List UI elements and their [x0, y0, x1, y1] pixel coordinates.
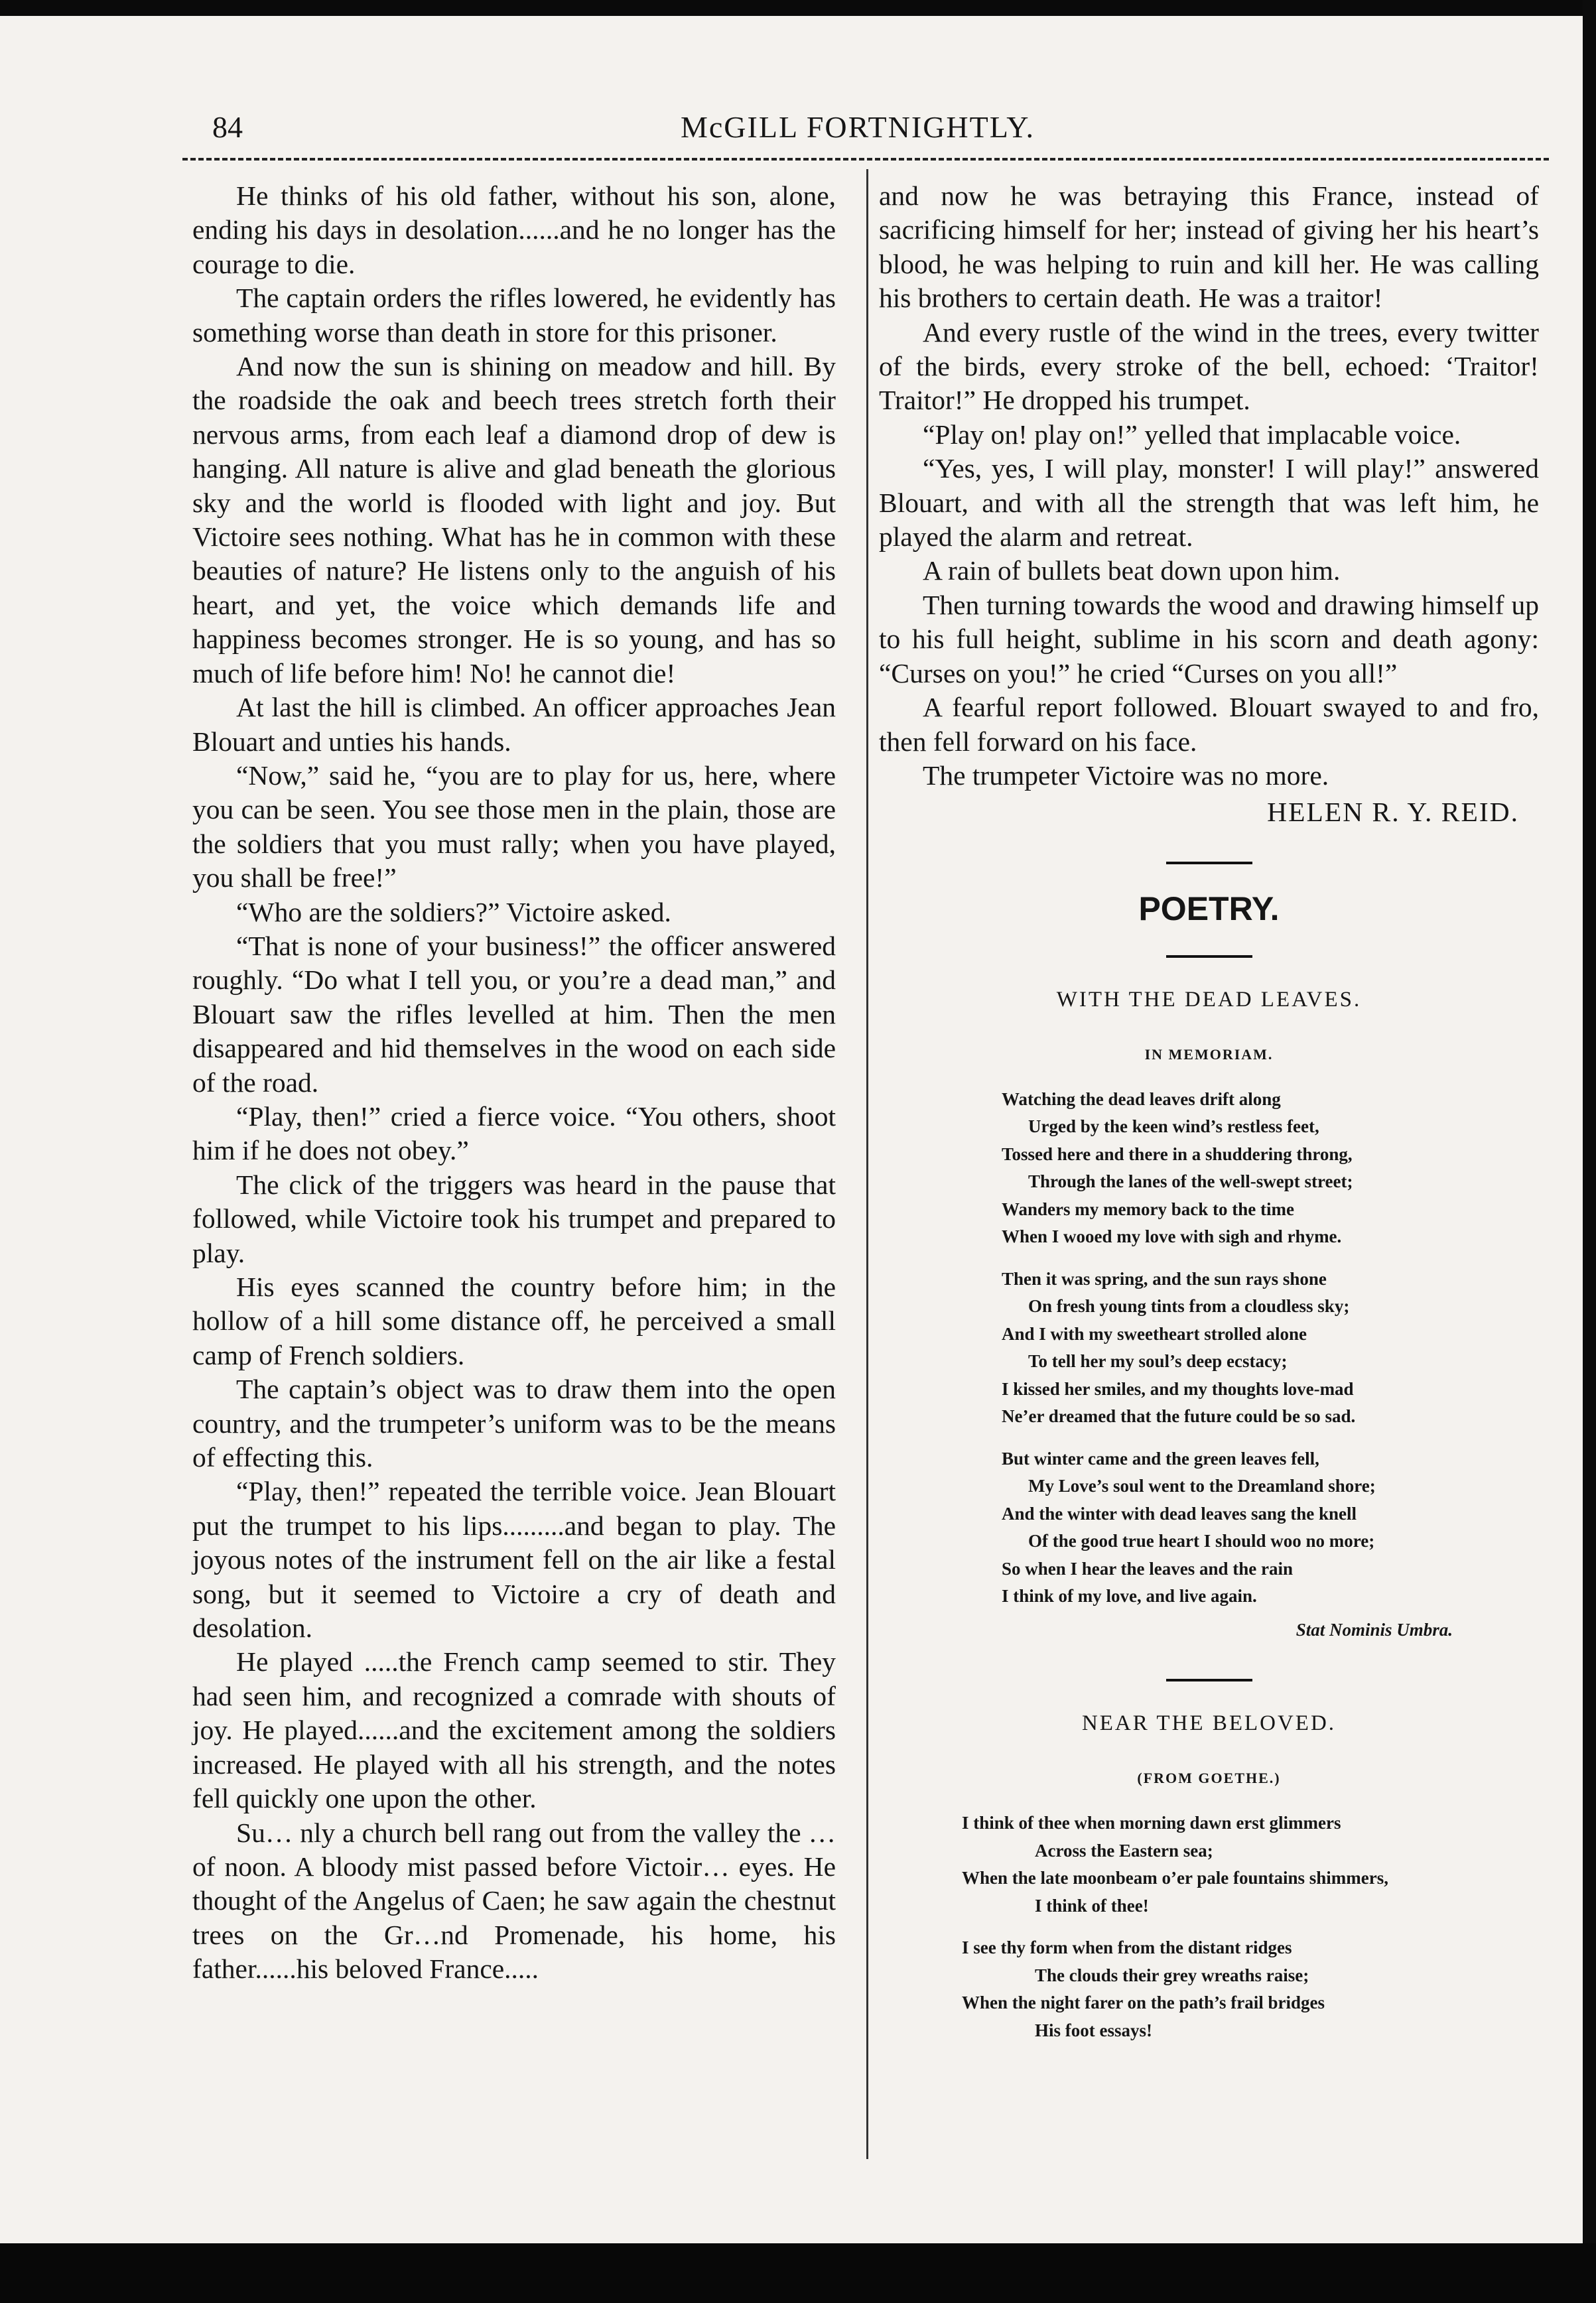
- poem-subtitle: (FROM GOETHE.): [1137, 1769, 1281, 1786]
- paragraph: A fearful report followed. Blouart swayed to and fro, then fell forward on his face.: [879, 692, 1539, 757]
- poem-line: When the late moonbeam o’er pale fountains shimmers,: [962, 1868, 1388, 1888]
- poetry-heading: POETRY.: [1138, 889, 1280, 927]
- section-rule: [1166, 1679, 1252, 1681]
- poem-line: Ne’er dreamed that the future could be so sad.: [1002, 1406, 1356, 1427]
- poem-line: To tell her my soul’s deep ecstacy;: [1028, 1351, 1288, 1372]
- paragraph: “Play, then!” repeated the terrible voice. Jean Blouart put the trumpet to his lips.........and began to play. The joyous notes of the instrument fell on the air like a festal song, but it seemed to Victoire a cry of death and desolation.: [192, 1476, 836, 1644]
- story-author: HELEN R. Y. REID.: [1267, 797, 1519, 828]
- paragraph: He thinks of his old father, without his son, alone, ending his days in desolation......and he no longer has the courage to die.: [192, 180, 836, 279]
- paragraph: “That is none of your business!” the officer answered roughly. “Do what I tell you, or you’re a dead man,” and Blouart saw the rifles levelled at him. Then the men disappeared and hid themselves in the wood on each side of the road.: [192, 930, 836, 1098]
- poem-line: But winter came and the green leaves fell,: [1002, 1448, 1319, 1469]
- poem-line: My Love’s soul went to the Dreamland shore;: [1028, 1476, 1376, 1496]
- poem-line: Urged by the keen wind’s restless feet,: [1028, 1116, 1319, 1137]
- poem-title: WITH THE DEAD LEAVES.: [1056, 988, 1362, 1012]
- paragraph: Su… nly a church bell rang out from the valley the … of noon. A bloody mist passed before Victoir… eyes. He thought of the Angelus of Caen; he saw again the chestnut trees on the Gr…nd Promenade, his home, his father......his beloved France.....: [192, 1817, 836, 1985]
- top-border: [0, 0, 1596, 16]
- poem-line: Of the good true heart I should woo no more;: [1028, 1531, 1375, 1551]
- poem-line: Then it was spring, and the sun rays shone: [1002, 1268, 1327, 1289]
- poem-line: I think of thee!: [1035, 1895, 1149, 1916]
- right-column: [879, 179, 1539, 2044]
- page-number: 84: [212, 110, 243, 144]
- poem-stanza: [1002, 1445, 1539, 1611]
- running-header: [199, 109, 1516, 156]
- poem-stanza: [962, 1810, 1539, 1920]
- paragraph: “Play on! play on!” yelled that implacable voice.: [923, 419, 1461, 450]
- poem-stanza: [1002, 1086, 1539, 1251]
- column-divider: [866, 169, 868, 2159]
- poem-line: I see thy form when from the distant ridges: [962, 1938, 1292, 1958]
- paragraph: Then turning towards the wood and drawing himself up to his full height, sublime in his scorn and death agony: “Curses on you!” he cried “Curses on you all!”: [879, 589, 1539, 689]
- paragraph: A rain of bullets beat down upon him.: [923, 555, 1341, 586]
- paragraph: The captain orders the rifles lowered, he evidently has something worse than death in store for this prisoner.: [192, 283, 836, 348]
- poem-line: Through the lanes of the well-swept street;: [1028, 1171, 1353, 1192]
- poem-subtitle: IN MEMORIAM.: [1144, 1045, 1274, 1063]
- poem-line: So when I hear the leaves and the rain: [1002, 1558, 1294, 1579]
- paragraph: The captain’s object was to draw them into the open country, and the trumpeter’s uniform was to be the means of effecting this.: [192, 1374, 836, 1473]
- poem-line: When I wooed my love with sigh and rhyme.: [1002, 1226, 1342, 1247]
- poem-line: When the night farer on the path’s frail bridges: [962, 1993, 1325, 2013]
- poem-line: Watching the dead leaves drift along: [1002, 1088, 1281, 1109]
- poem-line: I kissed her smiles, and my thoughts love-mad: [1002, 1378, 1354, 1399]
- poem-stanza: [1002, 1266, 1539, 1431]
- poem-line: And I with my sweetheart strolled alone: [1002, 1323, 1307, 1344]
- paragraph: And now the sun is shining on meadow and hill. By the roadside the oak and beech trees stretch forth their nervous arms, from each leaf a diamond drop of dew is hanging. All nature is alive and glad beneath the glorious sky and the world is flooded with light and joy. But Victoire sees nothing. What has he in common with these beauties of nature? He listens only to the anguish of his heart, and yet, the voice which demands life and happiness becomes stronger. He is so young, and has so much of life before him! No! he cannot die!: [192, 351, 836, 689]
- poem-line: Wanders my memory back to the time: [1002, 1199, 1294, 1219]
- poem-line: I think of my love, and live again.: [1002, 1586, 1257, 1607]
- poem-stanza: [962, 1934, 1539, 2044]
- poem-line: His foot essays!: [1035, 2020, 1152, 2040]
- scan-edge: [1583, 0, 1596, 2249]
- paragraph: and now he was betraying this France, instead of sacrificing himself for her; instead of giving her his heart’s blood, he was helping to ruin and kill her. He was calling his brothers to certain death. He was a traitor!: [879, 180, 1539, 314]
- left-column: [192, 179, 836, 1987]
- section-rule: [1166, 955, 1252, 958]
- paragraph: The click of the triggers was heard in the pause that followed, while Victoire took his trumpet and prepared to play.: [192, 1169, 836, 1268]
- journal-title: McGILL FORTNIGHTLY.: [680, 110, 1035, 144]
- header-rule: [182, 158, 1549, 161]
- poem-line: And the winter with dead leaves sang the knell: [1002, 1503, 1357, 1524]
- poem-line: I think of thee when morning dawn erst glimmers: [962, 1813, 1341, 1833]
- poem-signature: Stat Nominis Umbra.: [1296, 1619, 1453, 1640]
- poem-line: Across the Eastern sea;: [1035, 1840, 1213, 1861]
- paragraph: And every rustle of the wind in the trees, every twitter of the birds, every stroke of the bell, echoed: ‘Traitor! Traitor!” He dropped his trumpet.: [879, 316, 1539, 416]
- paragraph: “Now,” said he, “you are to play for us, here, where you can be seen. You see those men in the plain, those are the soldiers that you must rally; when you have played, you shall be free!”: [192, 759, 836, 893]
- paragraph: The trumpeter Victoire was no more.: [923, 759, 1329, 791]
- section-rule: [1166, 862, 1252, 864]
- poem-title: NEAR THE BELOVED.: [1081, 1711, 1337, 1736]
- poem-line: Tossed here and there in a shuddering throng,: [1002, 1144, 1353, 1164]
- paragraph: “Who are the soldiers?” Victoire asked.: [236, 896, 671, 927]
- paragraph: He played .....the French camp seemed to stir. They had seen him, and recognized a comrade with shouts of joy. He played......and the excitement among the soldiers increased. He played with all his strength, and the notes fell quickly one upon the other.: [192, 1646, 836, 1814]
- paragraph: His eyes scanned the country before him; in the hollow of a hill some distance off, he perceived a small camp of French soldiers.: [192, 1272, 836, 1370]
- paragraph: At last the hill is climbed. An officer approaches Jean Blouart and unties his hands.: [192, 692, 836, 757]
- bottom-border: [0, 2243, 1596, 2303]
- paragraph: “Play, then!” cried a fierce voice. “You others, shoot him if he does not obey.”: [192, 1100, 836, 1166]
- poem-line: The clouds their grey wreaths raise;: [1035, 1965, 1309, 1985]
- paragraph: “Yes, yes, I will play, monster! I will play!” answered Blouart, and with all the strength that was left him, he played the alarm and retreat.: [879, 453, 1539, 553]
- poem-line: On fresh young tints from a cloudless sky;: [1028, 1296, 1350, 1317]
